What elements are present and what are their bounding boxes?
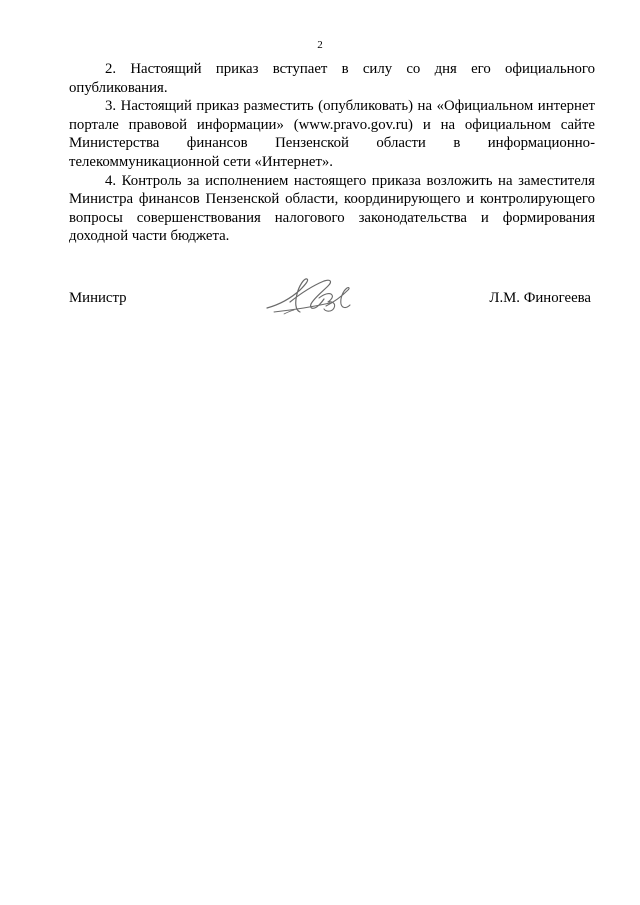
document-body [69,60,595,246]
signature-block [69,290,591,330]
paragraph-4: 4. Контроль за исполнением настоящего приказа возложить на заместителя Министра финансов Пензенской области, координирующего и контролирующего вопросы совершенствования налогового законодательства и формирования доходной части бюджета. [69,172,595,245]
handwritten-signature-icon [264,272,356,320]
paragraph-3: 3. Настоящий приказ разместить (опубликовать) на «Официальном интернет портале правовой информации» (www.pravo.gov.ru) и на официальном сайте Министерства финансов Пензенской области в информационно-телекоммуникационной сети «Интернет». [69,98,595,170]
signer-position: Министр [69,290,127,306]
page-number: 2 [317,39,323,51]
paragraph-2: 2. Настоящий приказ вступает в силу со дня его официального опубликования. [69,61,595,96]
signer-name: Л.М. Финогеева [489,290,591,306]
